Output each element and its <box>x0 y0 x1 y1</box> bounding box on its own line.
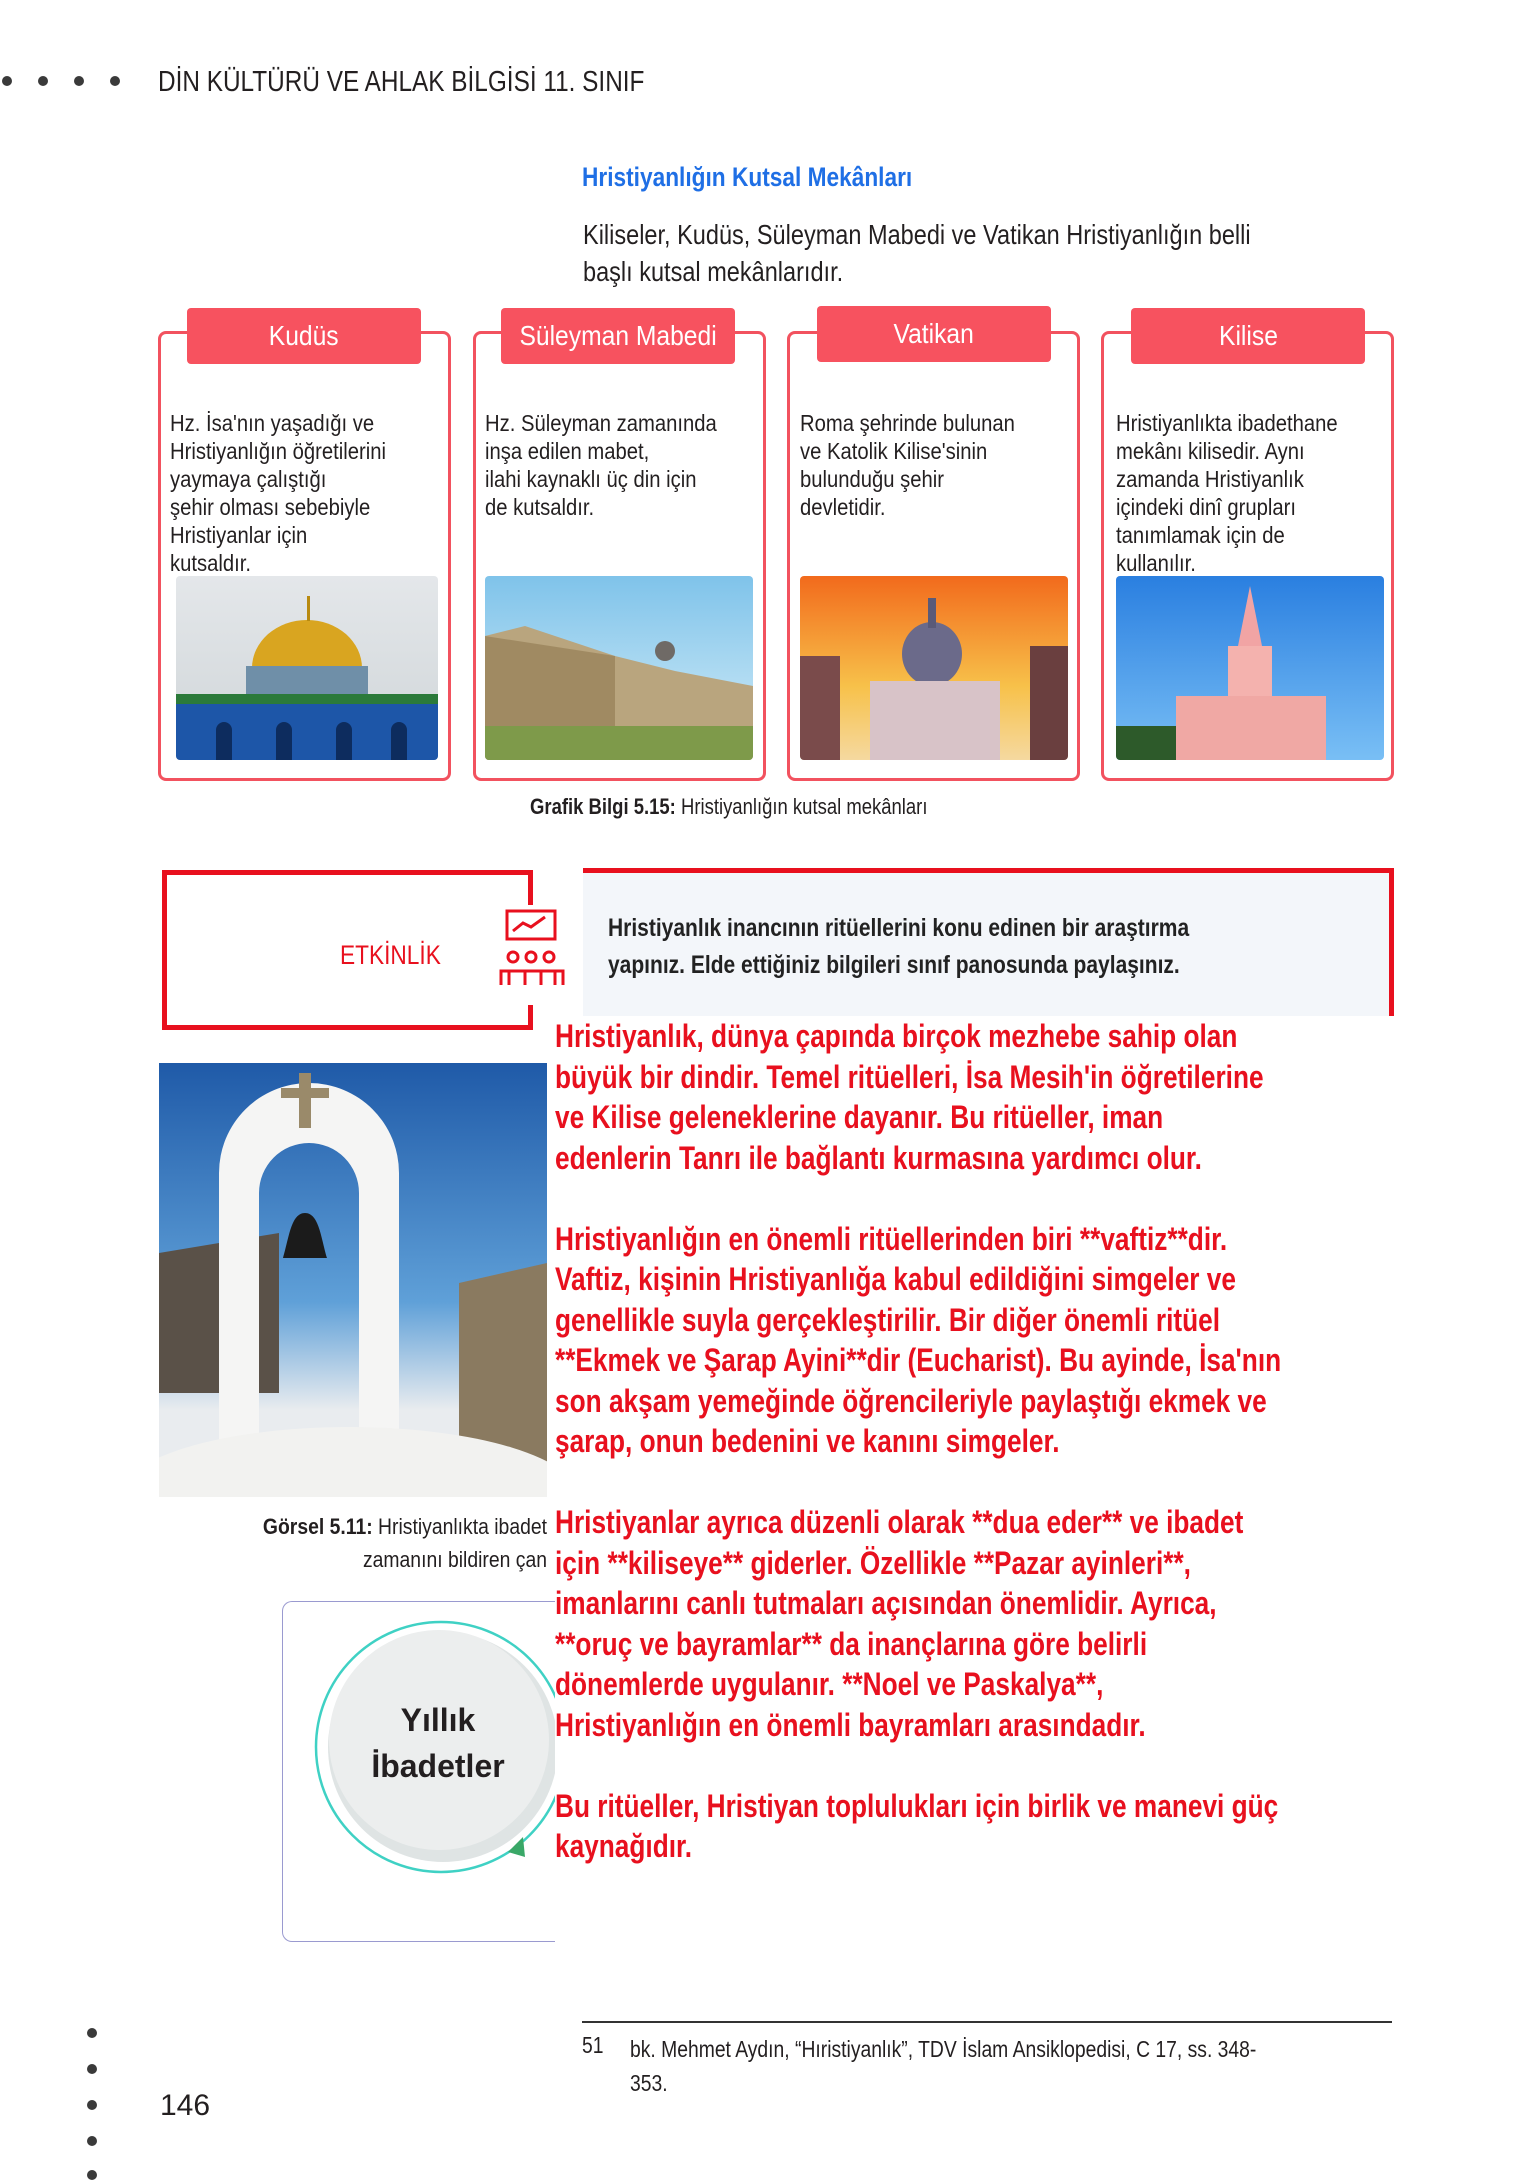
activity-label: ETKİNLİK <box>340 940 441 970</box>
section-title: Hristiyanlığın Kutsal Mekânları <box>582 162 913 192</box>
card-text-suleyman: Hz. Süleyman zamanında inşa edilen mabet, ilahi kaynaklı üç din için de kutsaldır. <box>485 410 717 520</box>
annual-worship-title: Yıllık İbadetler <box>371 1702 505 1784</box>
intro-line: Kiliseler, Kudüs, Süleyman Mabedi ve Vatikan Hristiyanlığın belli <box>583 219 1251 250</box>
header-title: DİN KÜLTÜRÜ VE AHLAK BİLGİSİ 11. SINIF <box>158 66 645 98</box>
vatican-image <box>800 576 1068 760</box>
footnote-number: 51 <box>582 2032 604 2058</box>
card-text-vatikan: Roma şehrinde bulunan ve Katolik Kilise'sinin bulunduğu şehir devletidir. <box>800 410 1015 520</box>
activity-icon <box>495 905 575 1005</box>
card-tab-vatikan: Vatikan <box>817 306 1051 362</box>
bell-tower-image <box>159 1063 547 1497</box>
dome-of-the-rock-image <box>176 576 438 760</box>
pink-church-image <box>1116 576 1384 760</box>
solomons-temple-image <box>485 576 753 760</box>
section-intro <box>583 216 1251 290</box>
card-tab-suleyman-mabedi: Süleyman Mabedi <box>501 308 735 364</box>
annual-worship-box <box>282 1601 555 1942</box>
footnote-divider <box>582 2021 1392 2023</box>
page-number: 146 <box>160 2089 211 2122</box>
card-tab-kilise: Kilise <box>1131 308 1365 364</box>
card-text-kilise: Hristiyanlıkta ibadethane mekânı kilisedir. Aynı zamanda Hristiyanlık içindeki dinî grupları tanımlamak için de kullanılır. <box>1116 410 1338 576</box>
figure-caption: Grafik Bilgi 5.15: Hristiyanlığın kutsal mekânları <box>530 794 928 819</box>
activity-text: Hristiyanlık inancının ritüellerini konu edinen bir araştırma yapınız. Elde ettiğiniz bilgileri sınıf panosunda paylaşınız. <box>608 914 1190 979</box>
image-caption: Görsel 5.11: Hristiyanlıkta ibadet zamanını bildiren çan <box>262 1514 547 1572</box>
card-tab-kudus: Kudüs <box>187 308 421 364</box>
intro-line: başlı kutsal mekânlarıdır. <box>583 256 844 287</box>
footnote-text: bk. Mehmet Aydın, “Hıristiyanlık”, TDV İslam Ansiklopedisi, C 17, ss. 348- 353. <box>630 2036 1257 2096</box>
card-text-kudus: Hz. İsa'nın yaşadığı ve Hristiyanlığın öğretilerini yaymaya çalıştığı şehir olması sebebiyle Hristiyanlar için kutsaldır. <box>170 410 386 576</box>
rituals-text: Hristiyanlık, dünya çapında birçok mezhebe sahip olan büyük bir dindir. Temel ritüelleri, İsa Mesih'in öğretilerine ve Kilise geleneklerine dayanır. Bu ritüeller, iman edenlerin Tanrı ile bağlantı kurmasına yardımcı olur. Hristiyanlığın en önemli ritüellerinden biri **vaftiz**dir. Vaftiz, kişinin Hristiyanlığa kabul edildiğini simgeler ve genellikle suyla gerçekleştirilir. Bir diğer önemli ritüel **Ekmek ve Şarap Ayini**dir (Eucharist). Bu ayinde, İsa'nın son akşam yemeğinde öğrencileriyle paylaştığı ekmek ve şarap, onun bedenini ve kanını simgeler. Hristiyanlar ayrıca düzenli olarak **dua eder** ve ibadet için **kiliseye** giderler. Özellikle **Pazar ayinleri**, imanlarını canlı tutmaları açısından önemlidir. Ayrıca, **oruç ve bayramlar** da inançlarına göre belirli dönemlerde uygulanır. **Noel ve Paskalya**, Hristiyanlığın en önemli bayramları arasındadır. Bu ritüeller, Hristiyan toplulukları için birlik ve manevi güç kaynağıdır. <box>555 1018 1282 1864</box>
